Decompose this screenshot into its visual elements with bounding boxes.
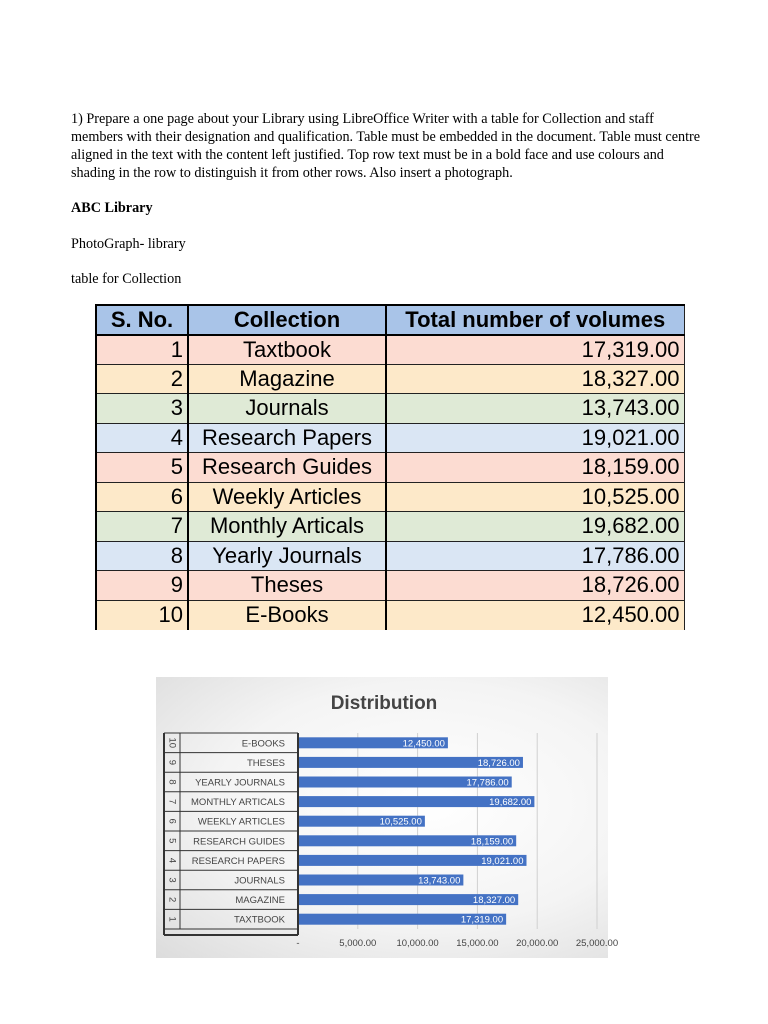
cell-collection: Journals: [188, 394, 386, 424]
cell-collection: Research Guides: [188, 453, 386, 483]
table-caption: table for Collection: [71, 271, 182, 287]
x-tick-label: 5,000.00: [339, 938, 377, 949]
category-number-label: 6: [166, 818, 178, 824]
category-label: MONTHLY ARTICALS: [191, 797, 285, 809]
photograph-label: PhotoGraph- library: [71, 236, 186, 252]
data-label: 10,525.00: [379, 816, 422, 828]
cell-sno: 8: [96, 541, 188, 571]
table-row: [96, 541, 684, 571]
distribution-chart: [156, 677, 619, 958]
x-tick-label: 15,000.00: [456, 938, 499, 949]
cell-volumes: 12,450.00: [386, 600, 684, 630]
category-label: YEARLY JOURNALS: [195, 777, 285, 789]
table-header-row: [96, 305, 684, 335]
data-label: 13,743.00: [418, 875, 461, 887]
data-label: 18,726.00: [477, 757, 520, 769]
category-label: TAXTBOOK: [233, 914, 285, 926]
data-label: 18,327.00: [472, 895, 516, 907]
category-label: RESEARCH GUIDES: [193, 836, 285, 848]
cell-sno: 2: [96, 364, 188, 394]
category-number-label: 2: [166, 896, 178, 903]
cell-collection: Monthly Articals: [188, 512, 386, 542]
header-volumes: Total number of volumes: [386, 305, 684, 335]
cell-volumes: 18,327.00: [386, 364, 684, 394]
x-tick-label: 25,000.00: [575, 938, 619, 949]
cell-collection: E-Books: [188, 600, 386, 630]
cell-collection: Taxtbook: [188, 335, 386, 365]
instructions-paragraph: 1) Prepare a one page about your Library using LibreOffice Writer with a table for Collection and staff members with their designation and qualification. Table must be embedded in the document. Table must centre aligned in the text with the content left justified. Top row text must be in a bold face and use colours and shading in the row to distinguish it from other rows. Also insert a photograph.: [71, 111, 701, 181]
category-number-label: 7: [166, 798, 178, 805]
data-label: 19,021.00: [481, 855, 524, 867]
category-label: RESEARCH PAPERS: [191, 855, 285, 867]
table-row: [96, 335, 684, 365]
category-label: WEEKLY ARTICLES: [197, 816, 285, 828]
library-heading: ABC Library: [71, 200, 153, 216]
data-label: 18,159.00: [470, 836, 514, 848]
cell-collection: Research Papers: [188, 423, 386, 453]
category-number-label: 8: [166, 779, 178, 785]
category-number-label: 5: [166, 838, 178, 844]
x-tick-label: 10,000.00: [396, 938, 439, 949]
header-sno: S. No.: [96, 305, 188, 335]
cell-volumes: 18,726.00: [386, 571, 684, 601]
category-label: MAGAZINE: [235, 895, 285, 907]
x-tick-label: -: [296, 938, 300, 949]
cell-sno: 9: [96, 571, 188, 601]
cell-volumes: 19,021.00: [386, 423, 684, 453]
cell-volumes: 17,786.00: [386, 541, 684, 571]
data-label: 12,450.00: [402, 738, 445, 750]
chart-title: Distribution: [330, 693, 438, 714]
data-label: 17,319.00: [460, 914, 504, 926]
cell-collection: Weekly Articles: [188, 482, 386, 512]
cell-collection: Theses: [188, 571, 386, 601]
category-label: E-BOOKS: [241, 738, 285, 750]
table-row: [96, 423, 684, 453]
data-label: 17,786.00: [466, 777, 509, 789]
category-label: JOURNALS: [234, 875, 285, 887]
x-tick-label: 20,000.00: [516, 938, 559, 949]
cell-volumes: 13,743.00: [386, 394, 684, 424]
header-collection: Collection: [188, 305, 386, 335]
table-row: [96, 571, 684, 601]
cell-volumes: 19,682.00: [386, 512, 684, 542]
category-label: THESES: [246, 757, 285, 769]
category-number-label: 10: [166, 737, 178, 749]
cell-volumes: 18,159.00: [386, 453, 684, 483]
data-label: 19,682.00: [489, 797, 532, 809]
table-row: [96, 600, 684, 630]
category-number-label: 9: [166, 759, 178, 766]
cell-sno: 5: [96, 453, 188, 483]
cell-sno: 3: [96, 394, 188, 424]
table-row: [96, 482, 684, 512]
cell-sno: 6: [96, 482, 188, 512]
table-row: [96, 394, 684, 424]
table-row: [96, 512, 684, 542]
category-number-label: 3: [166, 877, 178, 883]
table-row: [96, 364, 684, 394]
cell-volumes: 10,525.00: [386, 482, 684, 512]
collection-table: [95, 304, 685, 630]
category-number-label: 4: [166, 857, 178, 864]
category-number-label: 1: [166, 916, 178, 922]
distribution-chart-svg: [156, 677, 619, 958]
cell-sno: 10: [96, 600, 188, 630]
cell-sno: 7: [96, 512, 188, 542]
table-row: [96, 453, 684, 483]
cell-volumes: 17,319.00: [386, 335, 684, 365]
cell-sno: 4: [96, 423, 188, 453]
cell-sno: 1: [96, 335, 188, 365]
cell-collection: Magazine: [188, 364, 386, 394]
cell-collection: Yearly Journals: [188, 541, 386, 571]
